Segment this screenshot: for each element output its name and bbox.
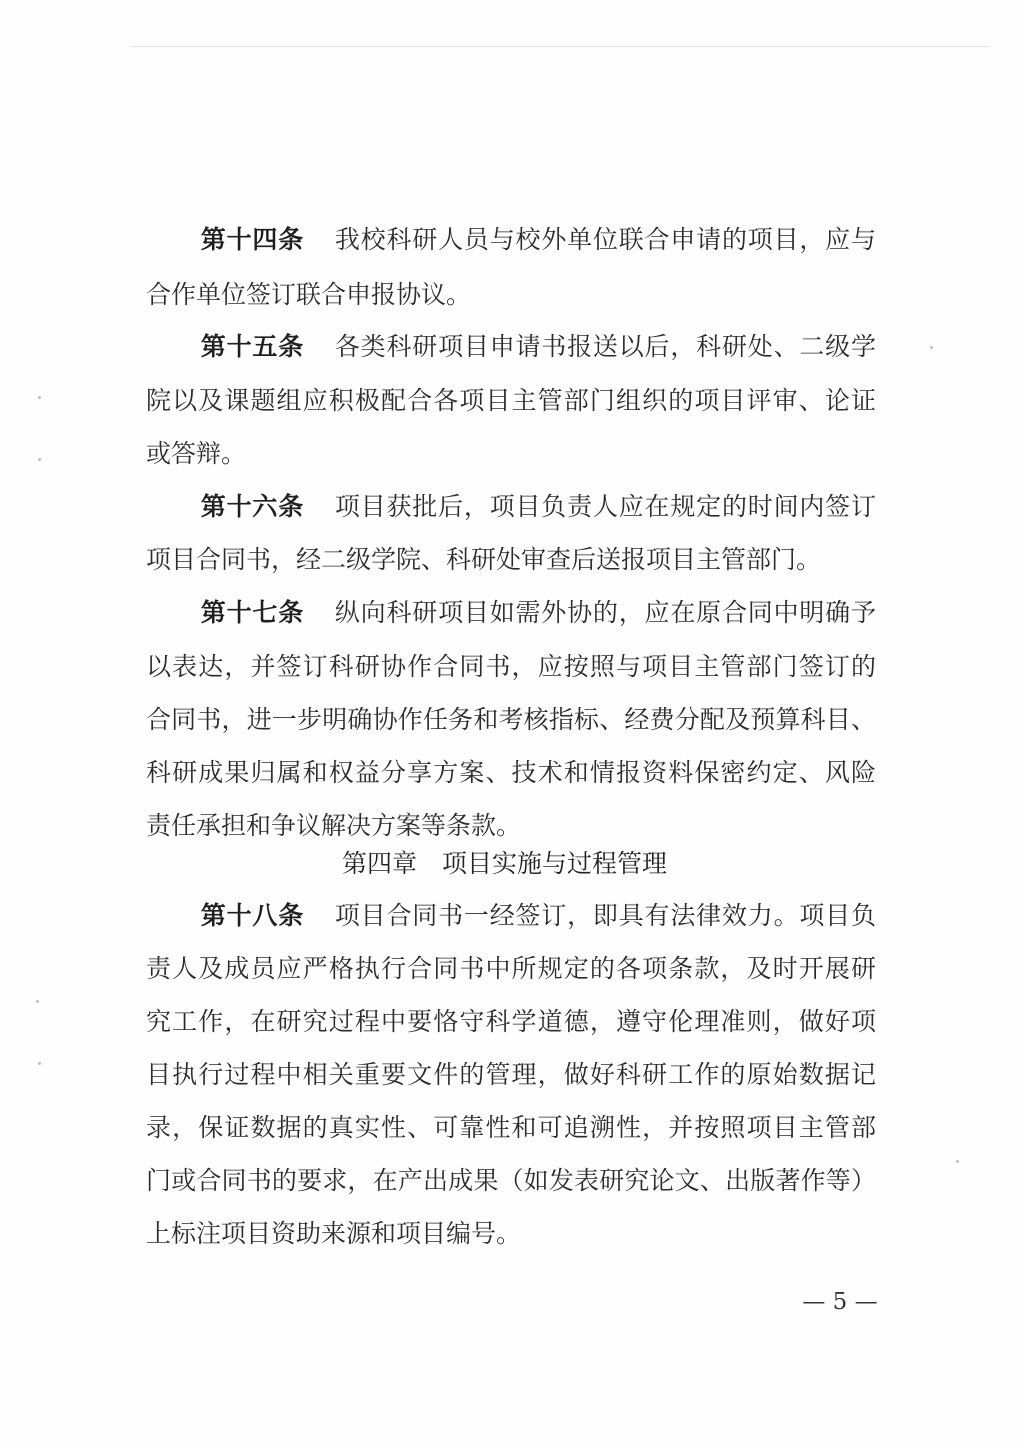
article-16-first-line	[146, 491, 876, 523]
article-17-line: 科研成果归属和权益分享方案、技术和情报资料保密约定、风险	[146, 758, 876, 787]
page-number: — 5 —	[802, 1289, 878, 1315]
article-text: 纵向科研项目如需外协的，应在原合同中明确予	[334, 598, 876, 627]
scan-speck-mark	[38, 458, 41, 461]
scan-speck-mark	[38, 1062, 41, 1065]
article-18-line: 目执行过程中相关重要文件的管理，做好科研工作的原始数据记	[146, 1060, 876, 1089]
article-16-line: 项目合同书，经二级学院、科研处审查后送报项目主管部门。	[146, 545, 822, 574]
article-15-line: 院以及课题组应积极配合各项目主管部门组织的项目评审、论证	[146, 386, 876, 415]
top-rule-divider	[130, 46, 990, 47]
article-label: 第十六条	[200, 492, 305, 521]
article-17-line: 以表达，并签订科研协作合同书，应按照与项目主管部门签订的	[146, 652, 876, 681]
scan-speck-mark	[956, 1160, 959, 1163]
article-15-line: 或答辩。	[146, 439, 247, 468]
article-14-first-line	[146, 224, 876, 256]
article-label: 第十四条	[200, 225, 305, 254]
article-18-line: 门或合同书的要求，在产出成果（如发表研究论文、出版著作等）	[146, 1166, 876, 1195]
chapter-title: 第四章 项目实施与过程管理	[342, 849, 668, 878]
article-text: 项目合同书一经签订，即具有法律效力。项目负	[334, 901, 876, 930]
article-label: 第十五条	[200, 332, 305, 361]
article-text: 项目获批后，项目负责人应在规定的时间内签订	[334, 492, 876, 521]
article-label: 第十八条	[200, 901, 305, 930]
article-label: 第十七条	[200, 598, 305, 627]
article-18-line: 录，保证数据的真实性、可靠性和可追溯性，并按照项目主管部	[146, 1113, 876, 1142]
article-18-line: 究工作，在研究过程中要恪守科学道德，遵守伦理准则，做好项	[146, 1007, 876, 1036]
article-text: 各类科研项目申请书报送以后，科研处、二级学	[334, 332, 876, 361]
article-17-line: 责任承担和争议解决方案等条款。	[146, 811, 522, 840]
scan-speck-mark	[38, 396, 41, 399]
article-14-line: 合作单位签订联合申报协议。	[146, 280, 472, 309]
article-text: 我校科研人员与校外单位联合申请的项目，应与	[334, 225, 876, 254]
scan-speck-mark	[930, 346, 933, 349]
article-18-line: 责人及成员应严格执行合同书中所规定的各项条款，及时开展研	[146, 954, 876, 983]
article-18-line: 上标注项目资助来源和项目编号。	[146, 1219, 522, 1248]
article-17-first-line	[146, 597, 876, 629]
article-17-line: 合同书，进一步明确协作任务和考核指标、经费分配及预算科目、	[146, 705, 876, 734]
article-18-first-line	[146, 900, 876, 932]
article-15-first-line	[146, 331, 876, 363]
scan-speck-mark	[36, 1000, 39, 1003]
